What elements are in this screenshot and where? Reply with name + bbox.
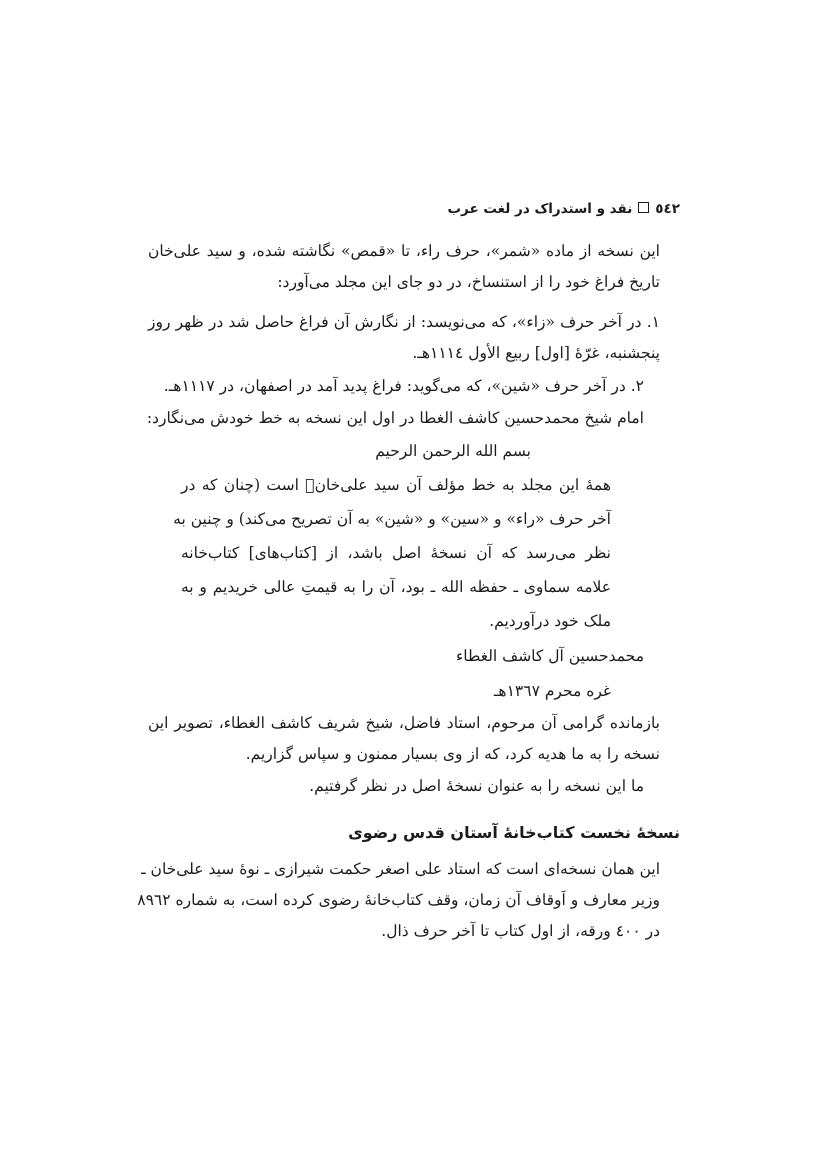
paragraph-4-line-1: امام شیخ محمدحسین کاشف الغطا در اول این نسخه به خط خودش می‌نگارد: [146, 409, 644, 427]
signature-name: محمدحسین آل کاشف الغطاء [455, 647, 644, 665]
paragraph-2-line-1: ١. در آخر حرف «زاء»، که می‌نویسد: از نگارش آن فراغ حاصل شد در ظهر روز [148, 313, 660, 331]
quote-line-3: نظر می‌رسد که آن نسخهٔ اصل باشد، از [کتاب‌های] کتاب‌خانه [181, 544, 611, 562]
paragraph-2-line-2: پنجشنبه، غرّهٔ [اول] ربیع الأول ١١١٤هـ. [412, 344, 660, 362]
quote-line-1: همهٔ این مجلد به خط مؤلف آن سید علی‌خان﷫ است (چنان که در [181, 476, 611, 494]
paragraph-7-line-3: در ٤٠٠ ورقه، از اول کتاب تا آخر حرف ذال. [381, 922, 660, 940]
signature-date: غره محرم ١٣٦٧هـ [493, 682, 611, 700]
running-header [447, 198, 680, 220]
quote-line-2: آخر حرف «راء» و «سین» و «شین» به آن تصریح می‌کند) و چنین به [173, 510, 611, 528]
paragraph-5-line-1: بازمانده گرامی آن مرحوم، استاد فاضل، شیخ شریف کاشف الغطاء، تصویر این [148, 714, 660, 732]
paragraph-6-line-1: ما این نسخه را به عنوان نسخهٔ اصل در نظر گرفتیم. [309, 777, 644, 795]
square-bullet-icon [638, 202, 649, 213]
page-number: ٥٤٢ [655, 201, 680, 217]
paragraph-7-line-2: وزیر معارف و اَوقاف آن زمان، وقف کتاب‌خانهٔ رضوی کرده است، به شماره ٨٩٦٢ [137, 891, 660, 909]
paragraph-7-line-1: این همان نسخه‌ای است که استاد علی اصغر حکمت شیرازی ـ نوهٔ سید علی‌خان ـ [141, 860, 660, 878]
quote-line-4: علامه سماوی ـ حفظه الله ـ بود، آن را به قیمتِ عالی خریدیم و به [181, 578, 611, 596]
basmala: بسم الله الرحمن الرحیم [375, 442, 531, 460]
paragraph-5-line-2: نسخه را به ما هدیه کرد، که از وی بسیار ممنون و سپاس گزاریم. [245, 745, 660, 763]
paragraph-3-line-1: ٢. در آخر حرف «شین»، که می‌گوید: فراغ پدید آمد در اصفهان، در ١١١٧هـ. [163, 377, 644, 395]
quote-line-5: ملک خود درآوردیم. [489, 612, 611, 630]
section-heading: نسخهٔ نخست کتاب‌خانهٔ آستان قدس رضوی [348, 823, 680, 842]
running-title: نقد و استدراک در لغت عرب [447, 201, 633, 217]
paragraph-1-line-2: تاریخ فراغ خود را از استنساخ، در دو جای این مجلد می‌آورد: [277, 273, 660, 291]
paragraph-1-line-1: این نسخه از ماده «شمر»، حرف راء، تا «قمص» نگاشته شده، و سید علی‌خان [148, 242, 660, 260]
